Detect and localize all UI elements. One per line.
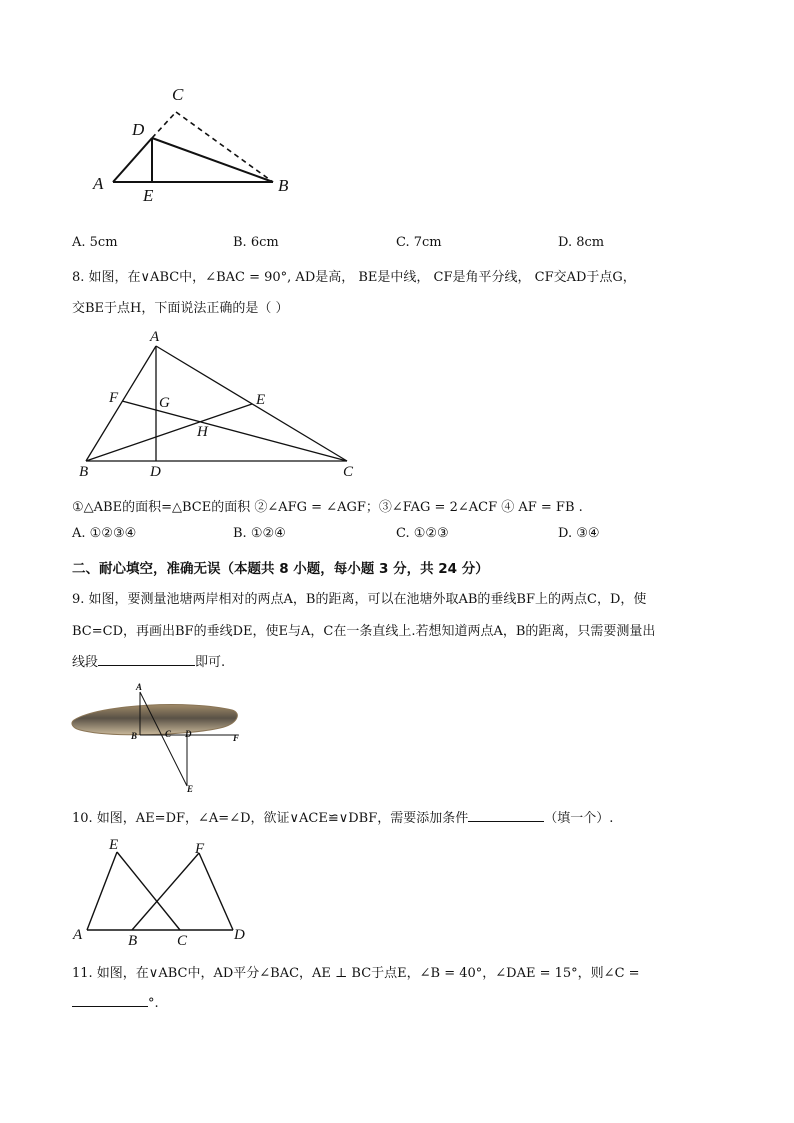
q7-option-c: C. 7cm [396,235,442,250]
segment-fd [199,853,233,930]
label-e: E [187,784,194,794]
label-e: E [143,186,154,205]
label-c: C [177,933,188,949]
label-f: F [195,841,205,857]
label-a: A [93,174,104,193]
figure-q8-svg [72,325,372,485]
q7-option-d: D. 8cm [558,235,605,250]
label-d: D [234,927,245,943]
q8-option-a: A. ①②③④ [72,526,137,541]
label-a: A [150,329,160,345]
q8-statements: ①△ABE的面积=△BCE的面积 ②∠AFG = ∠AGF；③∠FAG = 2∠ACF ④ AF = FB . [72,500,583,515]
q9-text-line2: BC=CD，再画出BF的垂线DE，使E与A，C在一条直线上.若想知道两点A，B的距离，只需要测量出 [72,624,656,639]
label-g: G [159,395,170,411]
q11-degree-suffix: °. [148,996,159,1011]
label-d: D [185,729,192,739]
q8-option-c: C. ①②③ [396,526,449,541]
label-b: B [131,731,138,741]
q11-answer-blank[interactable] [72,994,148,1007]
figure-q9 [70,680,280,795]
segment-fb [132,853,199,930]
q9-line3-suffix: 即可. [195,655,226,670]
label-c: C [343,464,354,480]
q11-text-line2 [72,994,159,1011]
figure-q9-svg [70,680,280,795]
label-e: E [256,392,266,408]
q8-text-line1: 8. 如图，在∨ABC中，∠BAC = 90°, AD是高， BE是中线， CF是角平分线， CF交AD于点G， [72,270,636,285]
segment-be [86,404,252,461]
label-b: B [278,176,289,195]
segment-dc-dashed [152,112,176,138]
q10-answer-blank[interactable] [468,809,544,822]
q7-option-b: B. 6cm [233,235,279,250]
segment-ad [113,138,152,182]
q8-text-line2: 交BE于点H，下面说法正确的是（ ） [72,301,289,316]
q10-text-prefix: 10. 如图，AE=DF，∠A=∠D，欲证∨ACE≌∨DBF，需要添加条件 [72,811,469,826]
label-d: D [132,120,145,139]
q8-option-b: B. ①②④ [233,526,286,541]
label-h: H [197,424,208,440]
segment-ae [87,852,117,930]
q10-text-suffix: （填一个）. [544,811,614,826]
figure-q10-svg [70,834,260,950]
section-heading: 二、耐心填空，准确无误（本题共 8 小题，每小题 3 分，共 24 分） [72,561,489,577]
pond-shape [72,705,237,735]
q8-option-d: D. ③④ [558,526,600,541]
segment-ab [86,346,156,461]
figure-q8 [72,325,372,485]
label-a: A [73,927,83,943]
label-b: B [128,933,138,949]
segment-ec [117,852,180,930]
q11-text-line1: 11. 如图，在∨ABC中，AD平分∠BAC，AE ⊥ BC于点E，∠B = 40°，∠DAE = 15°，则∠C = [72,966,640,981]
figure-q10 [70,834,260,950]
q9-text-line3 [72,651,225,670]
q10-text [72,807,613,826]
segment-cb-dashed [176,112,273,182]
label-d: D [150,464,161,480]
q9-text-line1: 9. 如图，要测量池塘两岸相对的两点A，B的距离，可以在池塘外取AB的垂线BF上的两点C，D，使 [72,592,647,607]
label-c: C [165,729,172,739]
q9-line3-prefix: 线段 [72,655,99,670]
q9-answer-blank[interactable] [98,653,195,666]
q7-option-a: A. 5cm [72,235,118,250]
label-f: F [109,390,119,406]
label-a: A [136,682,143,692]
segment-db [152,138,273,182]
label-c: C [172,85,184,104]
label-b: B [79,464,89,480]
figure-q7-svg [80,80,310,210]
figure-q7 [80,80,310,210]
label-f: F [233,733,240,743]
label-e: E [109,837,119,853]
